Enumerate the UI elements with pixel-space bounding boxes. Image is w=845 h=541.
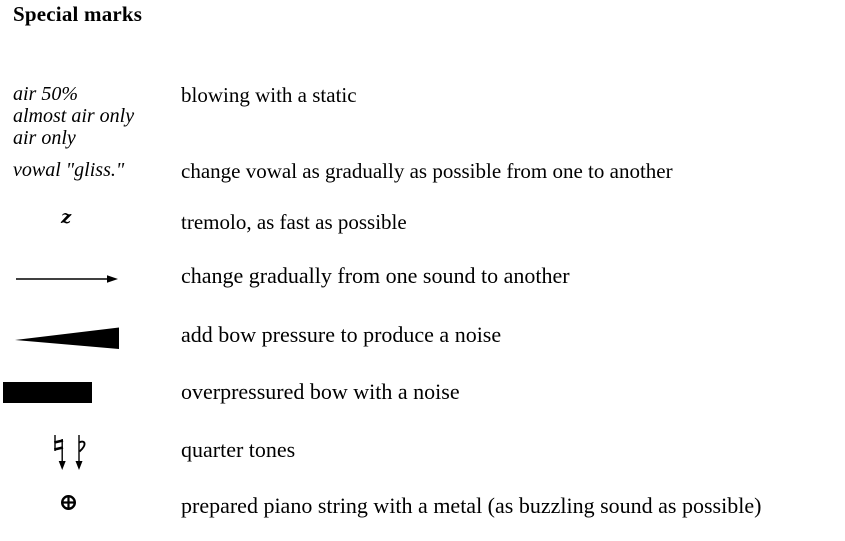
quarter-tone-accidentals-icon: [50, 434, 94, 474]
description-overpressured-bow: overpressured bow with a noise: [181, 379, 460, 404]
tremolo-z-icon: z: [61, 207, 72, 228]
page-title: Special marks: [13, 2, 143, 26]
description-change-vowal: change vowal as gradually as possible from one to another: [181, 159, 673, 183]
description-tremolo: tremolo, as fast as possible: [181, 210, 407, 234]
description-prepared-piano: prepared piano string with a metal (as buzzling sound as possible): [181, 493, 762, 518]
description-bow-pressure: add bow pressure to produce a noise: [181, 322, 502, 347]
crescendo-wedge-icon: [15, 327, 119, 350]
description-quarter-tones: quarter tones: [181, 437, 296, 462]
mark-line-air-50: air 50%: [13, 83, 78, 105]
description-change-gradually: change gradually from one sound to another: [181, 263, 570, 288]
mark-vowal-gliss: [13, 159, 124, 181]
overpressure-black-bar-icon: [3, 382, 92, 403]
mark-line-almost-air-only: almost air only: [13, 105, 135, 127]
circled-plus-icon: [60, 494, 77, 511]
description-blowing-static: blowing with a static: [181, 83, 357, 107]
right-arrow-icon: [16, 272, 118, 286]
mark-line-vowal-gliss: vowal "gliss.": [13, 159, 125, 181]
mark-air-labels: [13, 83, 134, 149]
mark-line-air-only: air only: [13, 127, 76, 149]
